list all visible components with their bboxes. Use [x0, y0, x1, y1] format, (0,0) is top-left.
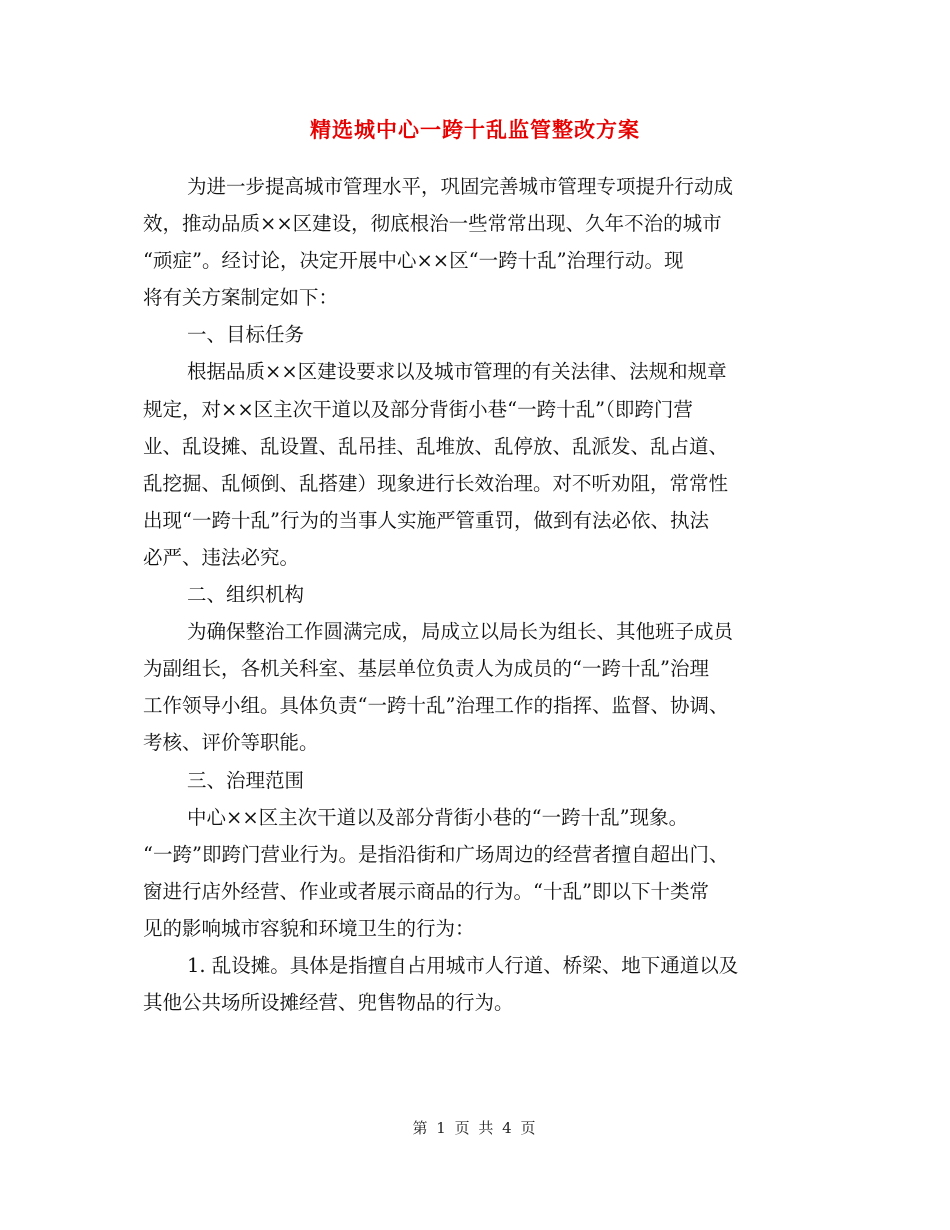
paragraph-line: 中心××区主次干道以及部分背街小巷的“一跨十乱”现象。 — [187, 805, 689, 829]
paragraph-line: 窗进行店外经营、作业或者展示商品的行为。“十乱”即以下十类常 — [143, 879, 709, 903]
paragraph-line: 见的影响城市容貌和环境卫生的行为： — [143, 916, 475, 940]
paragraph-line: 其他公共场所设摊经营、兜售物品的行为。 — [143, 991, 514, 1015]
paragraph-line: 将有关方案制定如下： — [143, 286, 339, 310]
section-heading: 一、目标任务 — [187, 323, 305, 347]
paragraph-line: 为进一步提高城市管理水平，巩固完善城市管理专项提升行动成 — [187, 175, 734, 198]
paragraph-line: 为副组长，各机关科室、基层单位负责人为成员的“一跨十乱”治理 — [143, 657, 709, 681]
paragraph-line: 考核、评价等职能。 — [143, 731, 319, 755]
list-item: 1. 乱设摊。具体是指擅自占用城市人行道、桥梁、地下通道以及 — [187, 953, 739, 977]
paragraph-line: 工作领导小组。具体负责“一跨十乱”治理工作的指挥、监督、协调、 — [143, 694, 729, 718]
section-heading: 二、组织机构 — [187, 583, 305, 607]
paragraph-line: 规定，对××区主次干道以及部分背街小巷“一跨十乱”（即跨门营 — [143, 397, 693, 421]
paragraph-line: 效，推动品质××区建设，彻底根治一些常常出现、久年不治的城市 — [143, 212, 722, 236]
paragraph-line: 为确保整治工作圆满完成，局成立以局长为组长、其他班子成员 — [187, 620, 734, 644]
document-body — [143, 168, 813, 1021]
paragraph-line: 根据品质××区建设要求以及城市管理的有关法律、法规和规章 — [187, 360, 727, 384]
paragraph-line: 必严、违法必究。 — [143, 545, 300, 569]
page-footer — [0, 1118, 950, 1138]
paragraph-line: 业、乱设摊、乱设置、乱吊挂、乱堆放、乱停放、乱派发、乱占道、 — [143, 434, 729, 458]
document-title: 精选城中心一跨十乱监管整改方案 — [310, 117, 640, 142]
page-number: 第 1 页 共 4 页 — [412, 1119, 538, 1137]
paragraph-line: 乱挖掘、乱倾倒、乱搭建）现象进行长效治理。对不听劝阻，常常性 — [143, 471, 729, 495]
paragraph-line: 出现“一跨十乱”行为的当事人实施严管重罚，做到有法必依、执法 — [143, 508, 709, 532]
paragraph-line: “一跨”即跨门营业行为。是指沿街和广场周边的经营者擅自超出门、 — [143, 842, 729, 866]
section-heading: 三、治理范围 — [187, 768, 305, 792]
paragraph-line: “顽症”。经讨论，决定开展中心××区“一跨十乱”治理行动。现 — [143, 249, 684, 273]
